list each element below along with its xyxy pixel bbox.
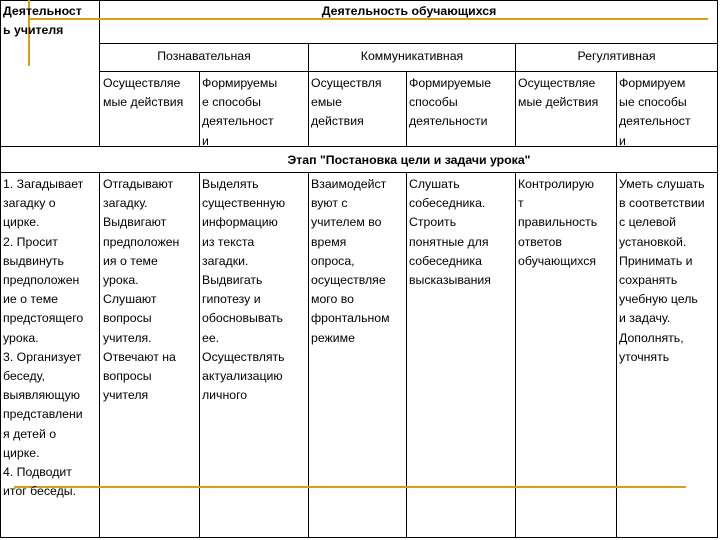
regulative-methods-cell: Уметь слушать в соответствии с целевой установкой. Принимать и сохранять учебную цель и задачу. Дополнять, уточнять <box>619 177 705 364</box>
stage-title: Этап "Постановка цели и задачи урока" <box>287 153 531 167</box>
cognitive-methods-header: Формируемы е способы деятельност и <box>202 76 278 148</box>
regulative-actions-header: Осуществляе мые действия <box>518 76 599 110</box>
communicative-header: Коммуникативная <box>360 49 464 63</box>
student-activity-header: Деятельность обучающихся <box>321 4 497 18</box>
regulative-header: Регулятивная <box>577 49 656 63</box>
teacher-activity-header: Деятельност ь учителя <box>3 4 82 38</box>
cognitive-actions-cell: Отгадывают загадку. Выдвигают предположен ия о теме урока. Слушают вопросы учителя. Отвечают на вопросы учителя <box>103 177 180 403</box>
cognitive-methods-cell: Выделять существенную информацию из текста загадки. Выдвигать гипотезу и обосновывать ее. Осуществлять актуализацию личного <box>202 177 286 403</box>
communicative-methods-cell: Слушать собеседника. Строить понятные для собеседника высказывания <box>409 177 491 288</box>
decorative-accent-line-bottom <box>14 486 686 488</box>
communicative-actions-header: Осуществля емые действия <box>311 76 382 129</box>
teacher-activity-cell: 1. Загадывает загадку о цирке. 2. Просит выдвинуть предположен ие о теме предстоящего урока. 3. Организует беседу, выявляющую представлени я детей о цирке. 4. Подводит итог беседы. <box>3 177 84 499</box>
communicative-actions-cell: Взаимодейст вуют с учителем во время опроса, осуществляе мого во фронтальном режиме <box>311 177 390 345</box>
cognitive-actions-header: Осуществляе мые действия <box>103 76 184 110</box>
communicative-methods-header: Формируемые способы деятельности <box>409 76 492 129</box>
regulative-actions-cell: Контролирую т правильность ответов обучающихся <box>518 177 598 268</box>
cognitive-header: Познавательная <box>157 49 251 63</box>
regulative-methods-header: Формируем ые способы деятельност и <box>619 76 691 148</box>
